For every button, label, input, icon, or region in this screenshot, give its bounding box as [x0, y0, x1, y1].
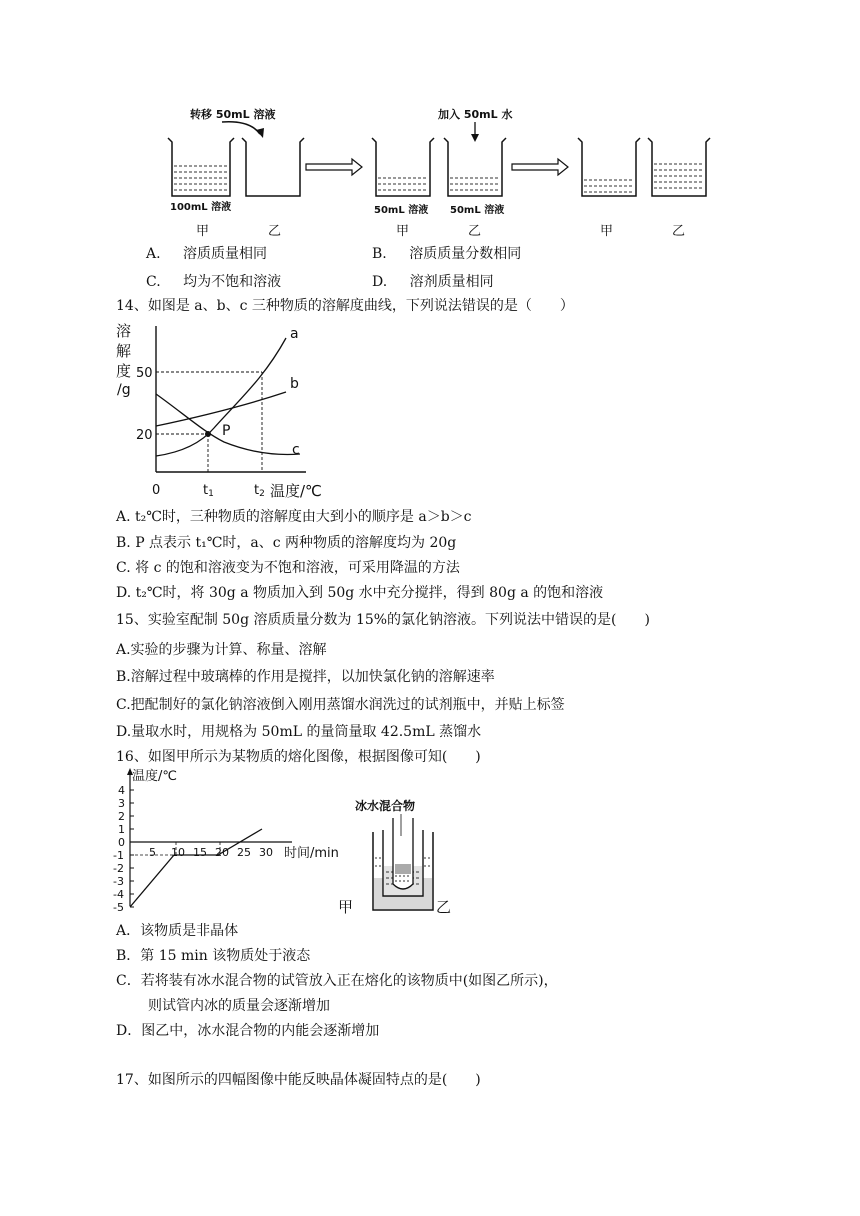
x-tick-label: 15	[193, 846, 207, 859]
beaker-6	[648, 138, 710, 196]
series-a-label: a	[290, 326, 299, 342]
q13-option-c[interactable]	[146, 273, 281, 291]
x-tick-label: 10	[171, 846, 185, 859]
q16-option-d[interactable]: D．图乙中，冰水混合物的内能会逐渐增加	[116, 1023, 380, 1039]
x-tick-label: 30	[259, 846, 273, 859]
mixture-label: 冰水混合物	[355, 799, 416, 813]
q15-option-d[interactable]: D.量取水时，用规格为 50mL 的量筒量取 42.5mL 蒸馏水	[116, 724, 482, 740]
x-tick-0: 0	[152, 483, 161, 498]
series-b-label: b	[290, 376, 299, 392]
q16-option-c[interactable]: C．若将装有冰水混合物的试管放入正在熔化的该物质中(如图乙所示)，	[116, 973, 558, 989]
beaker-2	[242, 138, 304, 196]
q14-stem: 14、如图是 a、b、c 三种物质的溶解度曲线，下列说法错误的是（ ）	[116, 298, 574, 314]
y-tick-50: 50	[136, 366, 153, 381]
option-letter: D.	[372, 274, 388, 290]
option-text: 均为不饱和溶液	[183, 274, 282, 290]
beaker-name-4: 乙	[468, 224, 482, 239]
y-tick-label: 1	[118, 823, 125, 836]
q16-option-a[interactable]: A．该物质是非晶体	[116, 923, 239, 939]
ylabel-char-4: /g	[117, 382, 131, 398]
beaker-1-label: 100mL 溶液	[170, 202, 232, 213]
beaker-3-label: 50mL 溶液	[374, 205, 429, 216]
melting-curve	[130, 829, 262, 907]
y-tick-label: -5	[113, 901, 124, 914]
q14-solubility-chart	[114, 320, 334, 500]
fig-yi-label: 乙	[436, 898, 452, 916]
option-text: 溶剂质量相同	[409, 274, 494, 290]
arrow1-label: 转移 50mL 溶液	[190, 108, 276, 121]
y-tick-label: 3	[118, 797, 125, 810]
beaker-3	[372, 138, 434, 196]
x-axis-label: 时间/min	[284, 846, 339, 861]
x-ticks	[149, 846, 273, 859]
beaker-4	[444, 138, 506, 196]
add-water-arrow-head	[471, 134, 479, 142]
y-tick-label: -3	[113, 875, 124, 888]
ylabel-char-3: 度	[116, 362, 132, 380]
x-tick-label: 20	[215, 846, 229, 859]
point-p	[205, 431, 211, 437]
q16-option-b[interactable]: B．第 15 min 该物质处于液态	[116, 948, 311, 964]
q14-option-a[interactable]: A. t₂℃时，三种物质的溶解度由大到小的顺序是 a＞b＞c	[116, 509, 472, 525]
beaker-4-label: 50mL 溶液	[450, 205, 505, 216]
option-text: 溶质质量相同	[183, 246, 268, 262]
y-tick-20: 20	[136, 428, 153, 443]
x-tick-t1: t1	[203, 483, 214, 499]
process-arrow-2	[512, 159, 568, 175]
beaker-name-6: 乙	[672, 224, 686, 239]
fig-jia-label: 甲	[338, 898, 354, 916]
q15-option-c[interactable]: C.把配制好的氯化钠溶液倒入刚用蒸馏水润洗过的试剂瓶中，并贴上标签	[116, 697, 565, 713]
process-arrow-1	[306, 159, 362, 175]
ylabel-char-2: 解	[116, 342, 132, 360]
y-ticks	[113, 784, 134, 914]
q15-stem: 15、实验室配制 50g 溶质质量分数为 15%的氯化钠溶液。下列说法中错误的是( )	[116, 612, 650, 628]
y-tick-label: -1	[113, 849, 124, 862]
q14-option-b[interactable]: B. P 点表示 t₁℃时，a、c 两种物质的溶解度均为 20g	[116, 535, 457, 551]
arrow2-label: 加入 50mL 水	[438, 108, 513, 121]
y-tick-label: -2	[113, 862, 124, 875]
x-tick-label: 25	[237, 846, 251, 859]
q13-option-a[interactable]	[146, 245, 267, 263]
x-axis-label: 温度/℃	[270, 482, 322, 500]
q16-melting-chart	[112, 766, 352, 916]
q16-option-c-cont: 则试管内冰的质量会逐渐增加	[148, 998, 330, 1014]
ylabel-char-1: 溶	[116, 322, 132, 340]
y-tick-label: 0	[118, 836, 125, 849]
option-text: 溶质质量分数相同	[409, 246, 522, 262]
q15-option-b[interactable]: B.溶解过程中玻璃棒的作用是搅拌，以加快氯化钠的溶解速率	[116, 669, 495, 685]
beaker-name-3: 甲	[396, 224, 410, 239]
y-tick-label: 2	[118, 810, 125, 823]
q17-stem: 17、如图所示的四幅图像中能反映晶体凝固特点的是( )	[116, 1072, 481, 1088]
transfer-arrow-head	[256, 128, 264, 138]
beaker-1	[168, 138, 234, 196]
q13-option-d[interactable]	[372, 273, 494, 291]
q14-option-c[interactable]: C. 将 c 的饱和溶液变为不饱和溶液，可采用降温的方法	[116, 560, 460, 576]
series-c-label: c	[292, 442, 300, 458]
x-tick-t2: t2	[254, 483, 265, 499]
q13-beaker-figure	[160, 100, 720, 245]
beaker-name-1: 甲	[196, 224, 210, 239]
q14-option-d[interactable]: D. t₂℃时，将 30g a 物质加入到 50g 水中充分搅拌，得到 80g a 的饱和溶液	[116, 585, 604, 601]
beaker-5	[578, 138, 640, 196]
option-letter: A.	[146, 246, 161, 262]
x-tick-label: 5	[149, 846, 156, 859]
beaker-name-5: 甲	[600, 224, 614, 239]
q16-stem: 16、如图甲所示为某物质的熔化图像，根据图像可知( )	[116, 749, 481, 765]
beaker-name-2: 乙	[268, 224, 282, 239]
q15-option-a[interactable]: A.实验的步骤为计算、称量、溶解	[116, 642, 327, 658]
transfer-arrow	[222, 122, 260, 134]
y-axis-label: 温度/℃	[132, 769, 177, 784]
option-letter: C.	[146, 274, 161, 290]
y-tick-label: -4	[113, 888, 124, 901]
point-p-label: P	[222, 423, 231, 439]
y-tick-label: 4	[118, 784, 125, 797]
curve-a	[156, 338, 286, 456]
q13-option-b[interactable]	[372, 245, 521, 263]
option-letter: B.	[372, 246, 387, 262]
